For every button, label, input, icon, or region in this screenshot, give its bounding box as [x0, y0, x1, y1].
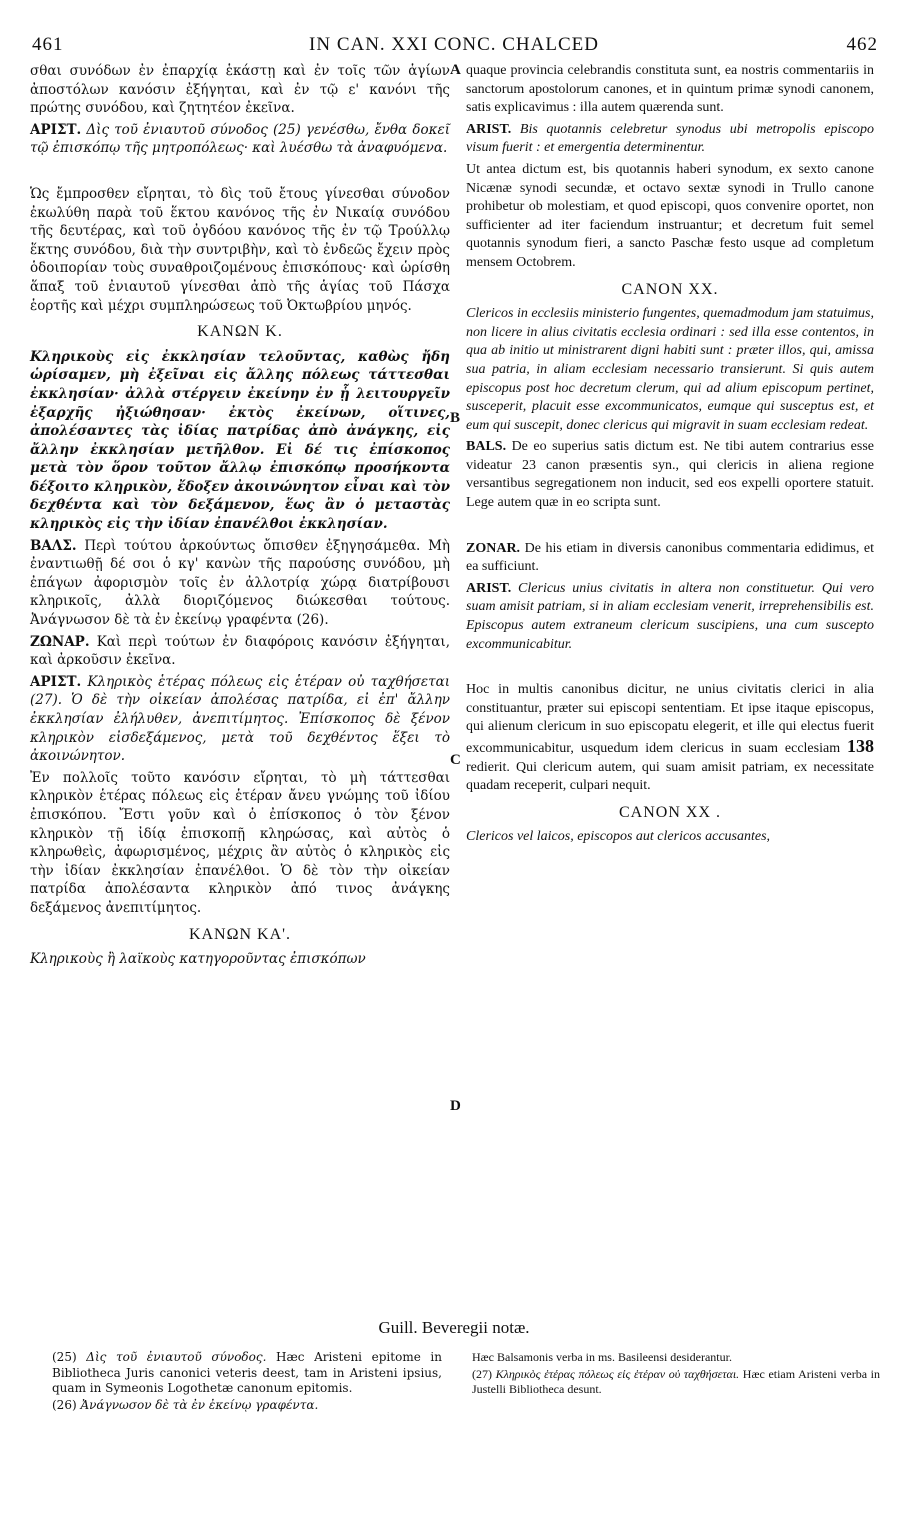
canon-text: Κληρικοὺς ἢ λαϊκοὺς κατηγοροῦντας ἐπισκόπων — [30, 951, 366, 968]
latin-column — [466, 62, 874, 850]
greek-column — [30, 62, 450, 972]
running-title: IN CAN. XXI CONC. CHALCED — [309, 34, 599, 55]
canon-text: Clericos in ecclesiis ministerio fungentes, quemadmodum jam statuimus, non licere in alius civitatis ecclesia ordinari : sed illa esse contentos, in qua ab initio ut ministrarent digni habiti sunt : præter illos, qui, amissa sua patria, in aliam ecclesiam necessario transierunt. Si quis autem episcopus post hoc decretum clerum, qui ad alium episcopum pertinet, susceperit, placuit esse excommunicatos, eumque qui susceptus est, et eum qui suscepit, donec clericus qui migravit in suam ecclesiam redeat. — [466, 306, 874, 433]
zonaras-commentary — [466, 540, 874, 577]
commentator-label: ΑΡΙΣΤ. — [30, 673, 82, 690]
latin-paragraph: Ut antea dictum est, bis quotannis haberi synodum, ex sexto canone Nicænæ synodi secundæ, et octavo sextæ synodi in Trullo canone prohibetur ob molestiam, et quod episcopi, quos convenire oportet, non sufficienter ad iter faciendum instruantur; et decretum fuit semel quotannis synodum fieri, a sancto Paschæ festo usque ad completum mensem Octobrem. — [466, 161, 874, 270]
greek-arist-summary — [30, 121, 450, 158]
page-number-right: 462 — [846, 34, 878, 55]
balsamon-commentary — [30, 537, 450, 630]
canon-text: Κληρικοὺς εἰς ἐκκλησίαν τελοῦντας, καθὼς ἤδη ὡρίσαμεν, μὴ ἐξεῖναι εἰς ἄλλης πόλεως τάττεσθαι ἐκκλησίαν· ἀλλὰ στέργειν ἐκείνην ἐν ᾗ λειτουργεῖν ἐξαρχῆς ἠξιώθησαν· ἐκτὸς ἐκείνων, οἵτινες, ἀπολέσαντες τὰς ἰδίας πατρίδας ἀπὸ ἀνάγκης, εἰς ἄλλην ἐκκλησίαν μετῆλθον. Εἰ δέ τις ἐπίσκοπος μετὰ τὸν ὅρον τοῦτον ἄλλῳ ἐπισκόπῳ προσήκοντα δέξοιτο κληρικὸν, ἔδοξεν ἀκοινώνητον εἶναι καὶ τὸν δεχθέντα καὶ τὸν δεξάμενον, ἕως ἂν ὁ μεταστὰς κληρικὸς εἰς τὴν ἰδίαν ἐπανέλθοι ἐκκλησίαν. — [30, 348, 450, 533]
canon-text: Clericos vel laicos, episcopos aut clericos accusantes, — [466, 829, 771, 845]
commentary-text: De eo superius satis dictum est. Ne tibi autem contrarius esse videatur 23 canon præsentis syn., qui clericis in aliena regione versantibus segregationem non inducit, sed eos expelli oportere statuit. Lege autem quæ in eo scripta sunt. — [466, 439, 874, 511]
notes-right-column — [472, 1350, 880, 1399]
margin-marker-a: A — [450, 62, 461, 78]
footnote: (26) Ἀνάγνωσον δὲ τὰ ἐν ἐκείνῳ γραφέντα. — [52, 1397, 319, 1412]
aristenus-commentary — [30, 673, 450, 766]
balsamon-commentary — [466, 438, 874, 512]
page-header — [30, 34, 878, 60]
canon-heading: ΚΑΝΩΝ ΚΑ'. — [188, 925, 292, 943]
commentator-label: ARIST. — [466, 121, 512, 137]
footnote: Hæc Balsamonis verba in ms. Basileensi desiderantur. — [472, 1350, 732, 1364]
greek-paragraph: Ὡς ἔμπροσθεν εἴρηται, τὸ δὶς τοῦ ἔτους γίνεσθαι σύνοδον ἐκωλύθη παρὰ τοῦ ἕκτου κανόνος τῆς ἐν Νικαίᾳ συνόδου τῆς δευτέρας, καὶ τοῦ ὀγδόου κανόνος τῆς ἐν τῷ Τρούλλῳ ἕκτης συνόδου, διὰ τὴν συντριβὴν, καὶ τὸ ἐνδεῶς ἔχειν πρὸς ὁδοιπορίαν τοὺς συναθροιζομένους ἐπισκόπους· καὶ ὡρίσθη ἅπαξ τοῦ ἐνιαυτοῦ γίνεσθαι ἀπὸ τῆς ἁγίας τοῦ Πάσχα ἑορτῆς καὶ μέχρι συμπληρώσεως τοῦ Ὀκτωβρίου μηνός. — [30, 185, 450, 314]
canon-heading: CANON XX. — [621, 280, 719, 298]
zonaras-commentary — [30, 633, 450, 670]
summary-text: Κληρικὸς ἑτέρας πόλεως εἰς ἑτέραν οὐ ταχθήσεται (27). Ὁ δὲ τὴν οἰκείαν ἀπολέσας πατρίδα, εἰ ἐπ' ἄλλην ἐκκλησίαν ἐλήλυθεν, ἀνεπιτίμητος. Ἐπίσκοπος δὲ ξένον κληρικὸν εἰσδεξάμενος, μετὰ τοῦ δεχθέντος ἕξει τὸ ἀκοινώνητον. — [30, 673, 450, 765]
margin-marker-c: C — [450, 752, 461, 768]
greek-paragraph: Ἐν πολλοῖς τοῦτο κανόσιν εἴρηται, τὸ μὴ τάττεσθαι κληρικὸν ἑτέρας πόλεως εἰς ἑτέραν ἄνευ γνώμης τοῦ ἰδίου ἐπισκόπου. Ἔστι γοῦν καὶ ὁ ἐπίσκοπος ὁ τὸν ξένον κληρικὸν τῇ ἰδίᾳ ἐπισκοπῇ κληρώσας, καὶ αὐτὸς ὁ κληρωθεὶς, ἀφωρισμένος, μέχρις ἂν αὐτὸς ὁ κληρικὸς εἰς τὴν ἰδίαν ἐκκλησίαν ἐπανέλθοι. Ὁ δὲ τὸν τὴν οἰκείαν πατρίδα ἀπολέσαντα κληρικὸν ἀπό τινος ἀνάγκης δεξάμενος ἀνεπιτίμητος. — [30, 769, 450, 916]
commentator-label: ΒΑΛΣ. — [30, 537, 77, 554]
footnote: (27) Κληρικὸς ἑτέρας πόλεως εἰς ἑτέραν οὐ ταχθήσεται. Hæc etiam Aristeni verba in Justelli Bibliotheca desunt. — [472, 1366, 880, 1396]
commentary-text: Περὶ τούτου ἀρκούντως ὄπισθεν ἐξηγησάμεθα. Μὴ ἐναντιωθῇ δέ σοι ὁ κγ' κανὼν τῆς παρούσης συνόδου, μὴ ἐπάγων ἀφορισμὸν τοῖς ἐν ἀλλοτρίᾳ χώρᾳ διατρίβουσι κληρικοῖς, ἀλλὰ διοριζόμενος διώκεσθαι τούτους. Ἀνάγνωσον δὲ τὰ ἐν ἐκείνῳ γραφέντα (26). — [30, 537, 450, 629]
commentator-label: ZONAR. — [466, 540, 521, 556]
aristenus-commentary — [466, 580, 874, 654]
commentator-label: ΖΩΝΑΡ. — [30, 633, 90, 650]
latin-paragraph: Hoc in multis canonibus dicitur, ne unius civitatis clerici in alia constituantur, præter sui episcopi sententiam. Et ipse itaque episcopus, qui alienum clericum in suo episcopatu elegerit, et ille qui electus fuerit excommunicabitur, usquedum idem clericus in suam ecclesiam 138 redierit. Qui clericum autem, qui suam amisit patriam, ex necessitate quadam receperit, culpari nequit. — [466, 682, 874, 794]
latin-arist-summary — [466, 121, 874, 158]
latin-paragraph: quaque provincia celebrandis constituta sunt, ea nostris commentariis in sanctorum apostolorum canones, et in quintum primæ synodi canonem, satis explicavimus : illa autem quærenda sunt. — [466, 63, 874, 116]
notes-title: Guill. Beveregii notæ. — [378, 1318, 530, 1337]
commentator-label: ΑΡΙΣΤ. — [30, 121, 82, 138]
summary-text: Δὶς τοῦ ἐνιαυτοῦ σύνοδος (25) γενέσθω, ἔνθα δοκεῖ τῷ ἐπισκόπῳ τῆς μητροπόλεως· καὶ λυέσθω τὰ ἀναφυόμενα. — [30, 121, 450, 157]
greek-paragraph: σθαι συνόδων ἐν ἐπαρχίᾳ ἑκάστῃ καὶ ἐν τοῖς τῶν ἁγίων ἀποστόλων κανόσιν ἐξήγηται, καὶ ἐν τῷ ε' κανόνι τῆς πρώτης συνόδου, καὶ ζητητέον ἐκεῖνα. — [30, 63, 450, 117]
notes-left-column — [52, 1350, 442, 1414]
commentary-text: De his etiam in diversis canonibus commentaria edidimus, et ea sufficiunt. — [466, 540, 874, 575]
margin-marker-b: B — [450, 410, 461, 426]
commentator-label: ARIST. — [466, 580, 512, 596]
summary-text: Clericus unius civitatis in altera non constituetur. Qui vero suam amisit patriam, si in aliam ecclesiam venerit, irreprehensibilis est. Episcopus autem extraneum clericum suscipiens, una cum suscepto excommunicabitur. — [466, 580, 874, 652]
page-number-left: 461 — [32, 34, 64, 55]
commentary-text: Καὶ περὶ τούτων ἐν διαφόροις κανόσιν ἐξήγηται, καὶ ἀρκοῦσιν ἐκεῖνα. — [30, 633, 450, 669]
margin-marker-d: D — [450, 1098, 461, 1114]
folio-number: 138 — [847, 736, 874, 756]
summary-text: Bis quotannis celebretur synodus ubi metropolis episcopo visum fuerit : et emergentia determinentur. — [466, 121, 874, 156]
footnote: (25) Δὶς τοῦ ἐνιαυτοῦ σύνοδος. Hæc Aristeni epitome in Bibliotheca Juris canonici veteris deest, tam in Aristeni ipsius, quam in Symeonis Logothetæ canonum epitomis. — [52, 1350, 442, 1395]
canon-heading: ΚΑΝΩΝ Κ. — [197, 323, 283, 341]
commentator-label: BALS. — [466, 439, 507, 455]
canon-heading: CANON XX . — [619, 803, 721, 821]
